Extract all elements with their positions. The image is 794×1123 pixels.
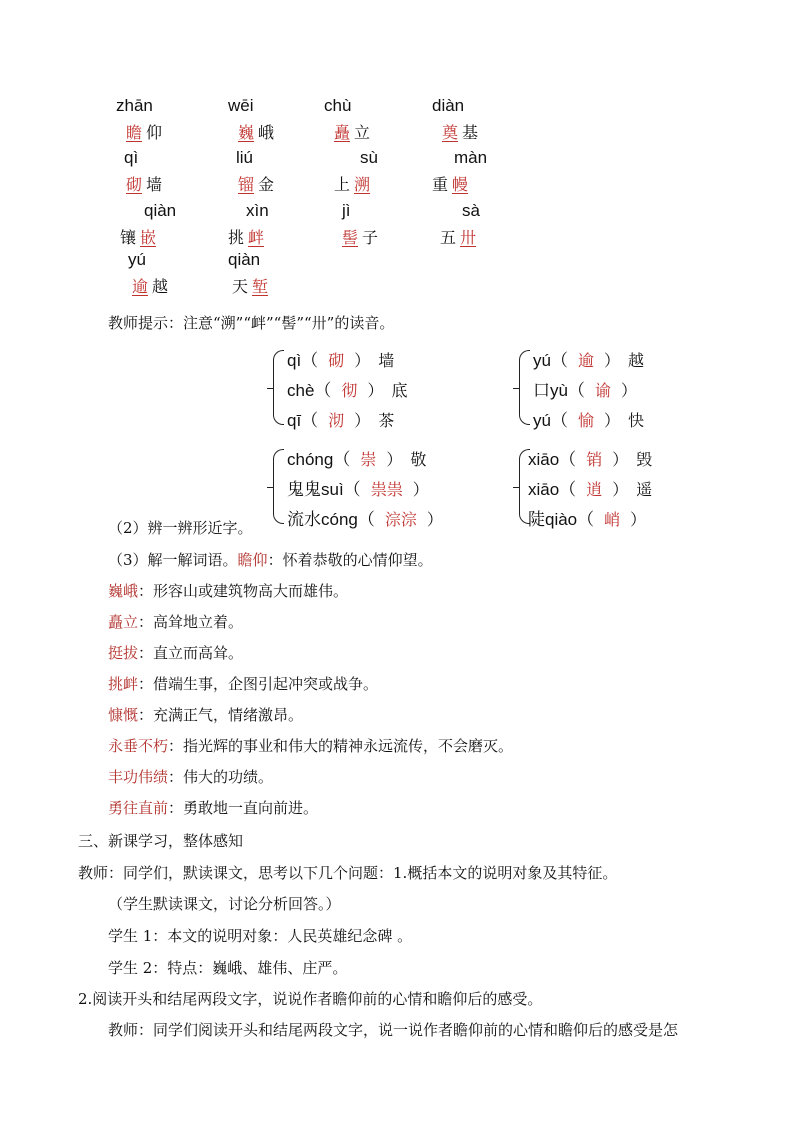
pinyin-prompt: xiāo（ [528, 450, 577, 469]
word-cell [432, 172, 472, 195]
pinyin-label: jì [342, 201, 351, 220]
pinyin-label: chù [324, 96, 352, 115]
definition-term: 永垂不朽 [108, 737, 169, 755]
answer-character: 销 [586, 450, 603, 469]
definition-text: ：指光辉的事业和伟大的精神永远流传，不会磨灭。 [168, 737, 514, 755]
student-note: （学生默读课文，讨论分析回答。） [108, 895, 341, 913]
word-prefix: 挑 [228, 228, 245, 247]
answer-character: 祟祟 [370, 480, 403, 499]
similar-char-row [287, 346, 394, 371]
pinyin-label: yú [128, 250, 146, 269]
pinyin-label: wēi [228, 96, 254, 115]
answer-character: 逾 [577, 351, 594, 370]
student-1-answer: 学生 1：本文的说明对象：人民英雄纪念碑 。 [108, 927, 413, 945]
similar-char-row [287, 475, 437, 500]
pinyin-label: qì [124, 148, 139, 167]
pinyin-prompt: 流水cóng（ [287, 510, 375, 529]
answer-character: 彻 [341, 381, 358, 400]
answer-character: 沏 [328, 411, 345, 430]
close-paren: ） [354, 351, 371, 370]
similar-char-row [533, 346, 644, 371]
word-suffix: 敬 [410, 450, 427, 469]
definition-term: 挺拔 [108, 644, 139, 662]
close-paren: ） [603, 411, 620, 430]
definition-term: 挑衅 [108, 675, 139, 693]
target-character: 巍 [238, 123, 255, 142]
definition-item [108, 735, 513, 756]
definition-item [108, 642, 243, 663]
target-character: 髻 [342, 228, 359, 247]
word-suffix: 立 [354, 123, 371, 142]
definition-text: ：伟大的功绩。 [168, 768, 274, 786]
target-character: 溯 [354, 175, 371, 194]
question-2: 2.阅读开头和结尾两段文字，说说作者瞻仰前的心情和瞻仰后的感受。 [78, 990, 543, 1008]
pinyin-label: qiàn [228, 250, 261, 269]
section3-heading: 三、新课学习，整体感知 [78, 832, 244, 850]
pinyin-label: liú [236, 148, 254, 167]
target-character: 矗 [334, 123, 351, 142]
pinyin-prompt: xiāo（ [528, 480, 577, 499]
word-cell [128, 274, 168, 297]
definition-term: 矗立 [108, 613, 139, 631]
pinyin-label: qiàn [144, 201, 177, 220]
similar-char-row [287, 445, 426, 470]
word-suffix: 遥 [636, 480, 653, 499]
close-paren: ） [426, 510, 443, 529]
definition-item [108, 580, 348, 601]
close-paren: ） [367, 381, 384, 400]
word-suffix: 峨 [258, 123, 275, 142]
step3-line [108, 549, 433, 570]
pinyin-label: diàn [432, 96, 465, 115]
word-prefix: 五 [440, 228, 457, 247]
answer-character: 砌 [328, 351, 345, 370]
definition-text: ：勇敢地一直向前进。 [168, 799, 319, 817]
close-paren: ） [386, 450, 403, 469]
target-character: 镏 [238, 175, 255, 194]
definition-term: 巍峨 [108, 582, 139, 600]
close-paren: ） [612, 450, 629, 469]
pinyin-prompt: chóng（ [287, 450, 351, 469]
pinyin-prompt: yú（ [533, 351, 568, 370]
answer-character: 崇 [360, 450, 377, 469]
answer-character: 谕 [594, 381, 611, 400]
pinyin-label: xìn [246, 201, 269, 220]
pinyin-label: sù [360, 148, 378, 167]
definition-item [108, 704, 303, 725]
step3-heading: （3）解一解词语。 [108, 551, 238, 569]
target-character: 衅 [248, 228, 265, 247]
definition-term: 丰功伟绩 [108, 768, 169, 786]
definition-text: ：直立而高耸。 [138, 644, 244, 662]
pinyin-prompt: yú（ [533, 411, 568, 430]
close-paren: ） [603, 351, 620, 370]
definition-text: ：借端生事，企图引起冲突或战争。 [138, 675, 379, 693]
word-cell [440, 225, 480, 248]
word-suffix: 仰 [146, 123, 163, 142]
similar-char-row [528, 505, 654, 530]
word-suffix: 快 [628, 411, 645, 430]
target-character: 砌 [126, 175, 143, 194]
similar-char-row [528, 475, 652, 500]
student-2-answer: 学生 2：特点：巍峨、雄伟、庄严。 [108, 959, 348, 977]
word-suffix: 底 [391, 381, 408, 400]
close-paren: ） [412, 480, 429, 499]
brace-group3 [273, 449, 284, 524]
close-paren: ） [630, 510, 647, 529]
similar-char-row [533, 376, 645, 401]
word-cell [122, 172, 162, 195]
pinyin-prompt: 陡qiào（ [528, 510, 595, 529]
word-suffix: 毁 [636, 450, 653, 469]
target-character: 奠 [442, 123, 459, 142]
definition-text: ：形容山或建筑物高大而雄伟。 [138, 582, 349, 600]
brace-group2 [519, 350, 530, 425]
answer-character: 愉 [577, 411, 594, 430]
definition-term: 慷慨 [108, 706, 139, 724]
teacher-tip: 教师提示：注意“溯”“衅”“髻”“卅”的读音。 [108, 314, 395, 332]
definition-term: 勇往直前 [108, 799, 169, 817]
word-prefix: 镶 [120, 228, 137, 247]
pinyin-prompt: 鬼鬼suì（ [287, 480, 361, 499]
similar-char-row [287, 376, 407, 401]
definition-text: ：高耸地立着。 [138, 613, 244, 631]
teacher-question-1: 教师：同学们，默读课文，思考以下几个问题：1.概括本文的说明对象及其特征。 [78, 864, 618, 882]
pinyin-label: sà [462, 201, 480, 220]
target-character: 瞻 [126, 123, 143, 142]
pinyin-prompt: chè（ [287, 381, 332, 400]
definition-term: 瞻仰 [237, 551, 268, 569]
answer-character: 峭 [604, 510, 621, 529]
similar-char-row [533, 406, 644, 431]
step2-heading: （2）辨一辨形近字。 [108, 519, 253, 537]
word-cell [232, 274, 272, 297]
word-cell [120, 225, 160, 248]
definition-text: ：充满正气，情绪激昂。 [138, 706, 304, 724]
word-suffix: 金 [258, 175, 275, 194]
word-cell [338, 225, 378, 248]
word-suffix: 越 [628, 351, 645, 370]
pinyin-prompt: qì（ [287, 351, 319, 370]
similar-char-row [528, 445, 652, 470]
word-cell [330, 120, 370, 143]
definition-item [108, 797, 318, 818]
word-cell [234, 120, 274, 143]
definition-text: ：怀着恭敬的心情仰望。 [267, 551, 433, 569]
word-suffix: 越 [152, 277, 169, 296]
pinyin-prompt: 口yù（ [533, 381, 585, 400]
definition-item [108, 611, 243, 632]
definition-item [108, 673, 378, 694]
word-prefix: 上 [334, 175, 351, 194]
word-cell [234, 172, 274, 195]
word-cell [122, 120, 162, 143]
word-cell [334, 172, 374, 195]
word-cell [438, 120, 478, 143]
word-prefix: 重 [432, 175, 449, 194]
teacher-question-2: 教师：同学们阅读开头和结尾两段文字，说一说作者瞻仰前的心情和瞻仰后的感受是怎 [108, 1021, 679, 1039]
target-character: 嵌 [140, 228, 157, 247]
answer-character: 淙淙 [384, 510, 417, 529]
target-character: 卅 [460, 228, 477, 247]
pinyin-prompt: qī（ [287, 411, 319, 430]
word-cell [228, 225, 268, 248]
pinyin-label: màn [454, 148, 488, 167]
word-suffix: 子 [362, 228, 379, 247]
brace-group1 [273, 350, 284, 425]
definition-item [108, 766, 273, 787]
target-character: 堑 [252, 277, 269, 296]
target-character: 幔 [452, 175, 469, 194]
word-prefix: 天 [232, 277, 249, 296]
word-suffix: 墙 [378, 351, 395, 370]
answer-character: 逍 [586, 480, 603, 499]
close-paren: ） [354, 411, 371, 430]
word-suffix: 茶 [378, 411, 395, 430]
target-character: 逾 [132, 277, 149, 296]
word-suffix: 墙 [146, 175, 163, 194]
close-paren: ） [612, 480, 629, 499]
similar-char-row [287, 505, 451, 530]
similar-char-row [287, 406, 394, 431]
close-paren: ） [620, 381, 637, 400]
pinyin-label: zhān [116, 96, 153, 115]
word-suffix: 基 [462, 123, 479, 142]
